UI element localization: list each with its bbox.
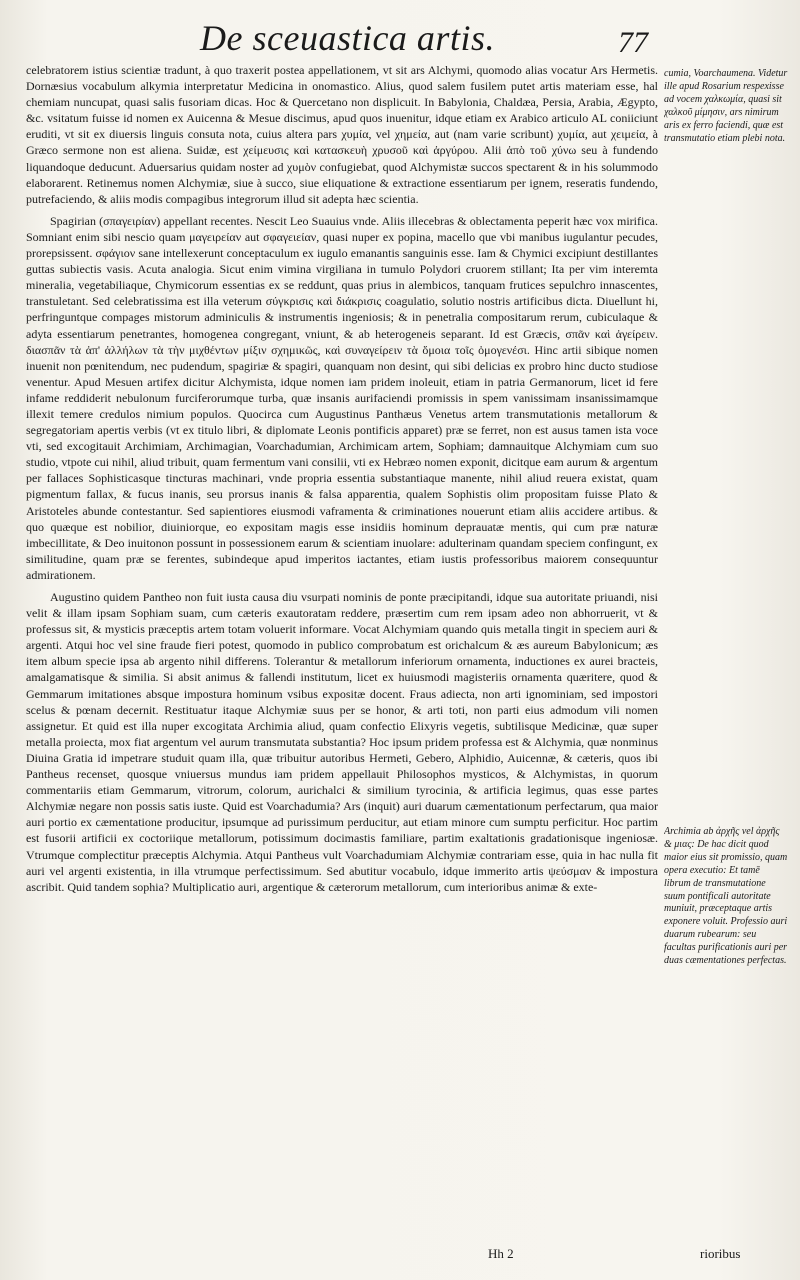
- margin-note-upper: cumia, Voarchaumena. Videtur ille apud Rosarium respexisse ad vocem χαλκωμία, quasi sit χαλκοῦ μίμησιν, ars nimirum aris ex ferro faciendi, quæ est transmutatio etiam plebi nota.: [664, 68, 788, 144]
- running-title: De sceuastica artis.: [200, 18, 495, 58]
- page-number: 77: [618, 26, 648, 59]
- catchword: rioribus: [700, 1246, 741, 1261]
- paragraph-pantheus: Augustino quidem Pantheo non fuit iusta causa diu vsurpati nominis de ponte præcipitandi, idque sua autoritate priuandi, nisi velit & illam ipsam Sophiam suam, cum cæteris exautoratam reddere, præsertim cum rem ipsam adeo non abhorruerit, vt & professus sit, & mysticis præceptis artem totam voluerit informare. Vocat Alchymiam quando quis metalla tingit in speciem auri & argenti. Atqui hoc vel sine fraude fieri potest, quomodo in publico comprobatum est orichalcum & æs aureum Babylonicum; æs item album specie ipsa ab argento nihil differens. Tolerantur & metallorum inferiorum ornamenta, inductiones ex aurei bracteis, amalgamatisque & similia. Si absit animus & fallendi institutum, licet ex huiusmodi magisteriis ornamenta quæritere, quod & Gemmarum imitationes absque impostura hominum vsibus expositæ docent. Fraus adiecta, non arti ignominiam, sed impostori scelus & pœnam decernit. Restituatur itaque Alchymiæ suus per se honor, & arti toti, non parti eius admodum vili nomen assignetur. Et quid est illa nuper excogitata Archimia aliud, quam confectio Elixyris vegetis, subtilisque Medicinæ, quæ super metalla proiecta, mox fiat argentum vel aurum transmutata substantia? Hoc ipsum pridem professa est & Alchymia, quæ nonminus Diuina Gratia id impetrare studuit quam illa, quæ tribuitur autoribus Hermeti, Gebero, Alphidio, Auicennæ, & cæteris, quos ibi Pantheus recenset, quosque vniuersus mundus iam pridem appellauit Philosophos mysticos, & Alchymistas, in quorum commentariis etiam Gemmarum, vitrorum, colorum, aurichalci & similium tyrocinia, & artificia legimus, quas esse partes Alchymiæ negare non possis satis iuste. Quid est Voarchadumia? Ars (inquit) auri duarum cæmentationum perfectarum, qua maior auri portio ex cæmentatione producitur, ipsumque ad purissimum perducitur, aut etiam minore cum sumptu perficitur. Hoc partim est fusorii artificii ex coctoriique metallorum, potissimum docimastis familiare, partim exaltationis gradationisque ingeniosæ. Vtrumque complectitur præceptis Alchymia. Atqui Pantheus vult Voarchadumiam Alchymiæ contrariam esse, quia in hac nulla fit auri vel argenti existentia, in illa vtrumque perfectissimum. Sed abutitur vocabulo, idque immerito artis ψεύσμαν & impostura ascribit. Quid tandem sophia? Multiplicatio auri, argentique & cæterorum metallorum, cum interioribus animæ & exte-: [26, 590, 658, 894]
- page-footer: [0, 1238, 800, 1268]
- page-header: [0, 8, 800, 58]
- signature-mark: Hh 2: [488, 1246, 514, 1261]
- main-text-column: [26, 62, 658, 1242]
- paragraph-spagiria: Spagirian (σπαγειρίαν) appellant recentes. Nescit Leo Suauius vnde. Aliis illecebras & oblectamenta peperit hæc vox mirifica. Somniant enim sibi nescio quam μαγειρείαν aut σφαγειείαν, quasi nuper ex popina, macello que vbi manibus iugulantur pecudes, prorepsissent. σφάγιον sane intellexerunt conceptaculum ex iugulo emanantis sanguinis esse. Iam & Chymici excipiunt destillantes guttas subiectis vasis. Acuta analogia. Sicut enim vimina virgiliana in tumulo Polydori cruorem stillant; Ita per vim interemta mineralia, vegetabiliaque, Chymicorum essentias ex se reddunt, quas prius in alembicos, tanquam frutices sepulchro innascentes, transtuletant. Sed celebratissima est illa veterum σύγκρισις καὶ διάκρισις coagulatio, solutio nostris artificibus dicta. Diuellunt hi, perfringuntque compages mistorum adminiculis & instrumentis ingeniosis; & in penetralia compositarum rerum, cubiculaque & adyta essentiarum penetrantes, homogenea congregant, vniunt, & ab heterogeneis separant. Id est Græcis, σπᾶν καὶ ἀγείρειν. διασπᾶν τὰ ἀπ' ἀλλήλων τὰ τὴν μιχθέντων μίξιν σχημικῶς, καὶ συναγείρειν τὰ ὅμοια τοῖς ὁμογενέσι. Hinc artii sibique nomen inuenit non pœnitendum, nec pudendum, spagiriæ & spagiri, quanquam non desint, qui sibi delicias ex probro hinc ducto studiose venentur. Apud Mesuen artifex dicitur Alchymista, idque nomen iam pridem inoleuit, etiam in patria Germanorum, licet id fere infame reddiderit nebulonum furciferorumque turba, quæ insanis aurifaciendi promissis in spem vanissimam insanissimamque illexit temere credulos nimium populos. Quocirca cum Augustinus Panthæus Venetus artem transmutationis metallorum & segregatoriam apertis verbis (vt ex titulo libri, & diplomate Leonis pontificis apparet) præ se ferret, non est ausus tamen ista voce vti, sed excogitauit Archimiam, Archimagian, Voarchadumian, Archimicam artem, Sophiam; damnauitque Alchymiam cum suo studio, vtpote cui nihil, aliud tribuit, quam fermentum vani consilii, vti ex Hebræo nomen exponit, dicitque eam aurum & argentum per fallaces Sophisticasque tincturas machinari, vnde propria essentia substantiaque manente, nihil aliud reuera existat, quam pigmentum fallax, & fucus inanis, seu prorsus inanis & falsa apparentia, qualem Sophistis olim propositam fuisse Plato & Aristoteles abunde contestantur. Sed sapientiores eiusmodi vaframenta & criminationes nouerunt etiam aliis accidere artibus. & quo quæque est nobilior, diuiniorque, eo expositam magis esse insidiis hominum deprauatæ mentis, qui cum præ naturæ imbecillitate, & Deo inuitonon possunt in possessionem earum & scientiam inuolare: adulterinam quandam speciem confingunt, ex similitudine, quam præ se ferentes, subindeque apud imperitos iactantes, etiam iustis professoribus maiorem consequuntur admirationem.: [26, 213, 658, 582]
- margin-note-lower: Archimia ab ἀρχῆς vel ἀρχῆς & μιας: De hac dicit quod maior eius sit promissio, quam opera executio: Et tamē librum de transmutatione suum pontificali autoritate muniuit, præceptaque artis exponere voluit. Professio auri duarum rubearum: seu facultas purificationis auri per duas cæmentationes perfectas.: [664, 826, 788, 967]
- paragraph-alchymia-etymology: celebratorem istius scientiæ tradunt, à quo traxerit postea appellationem, vt sit ars Alchymi, quomodo alias vocatur Ars Hermetis. Dornæsius vocabulum alkymia interpretatur Medicina in onomastico. Alius, quod salem fusilem putet artis materiam esse, hal chemiam nuncupat, quasi salis fusoriam dicas. Hoc & Quercetano non displicuit. In Babylonia, Chaldæa, Persia, Arabia, Ægypto, &c. vsitatum fuisse id nomen ex Auicenna & Mesue discimus, apud quos inuenitur, idque etiam ex Arabico articulo AL coniiciunt eruditi, vt sit ex diuersis linguis consuta nota, cuius altera pars χυμία, vel χημεία, aut (nam varie scribunt) χυμία, aut χειμεία, à Græco sermone non est aliena. Suidæ, est χείμευσις καὶ κατασκευὴ χρυσοῦ καὶ ἀργύρου. Alii ἀπὸ τοῦ χύνω seu à fundendo liquandoque deducunt. Aduersarius quidam noster ad χυμὸν confugiebat, quod Alchymistæ succos spectarent & in his solummodo elaborarent. Retinemus nomen Alchymiæ, siue à succo, siue eliquatione & extractione essentiarum per ignem, reseratis fundendo, putrefaciendo, & aliis modis compagibus integrorum illud sit adepta hæc scientia.: [26, 63, 658, 206]
